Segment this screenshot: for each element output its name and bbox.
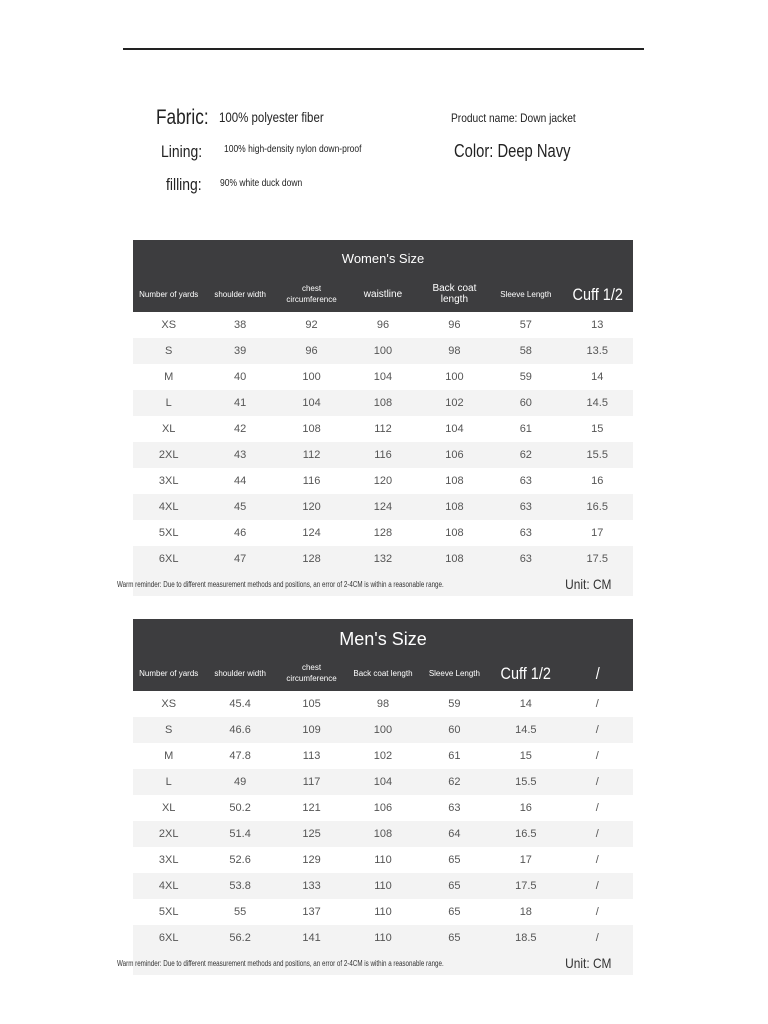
table-cell: 45	[234, 501, 247, 513]
table-cell: 116	[374, 449, 392, 461]
table-cell: 132	[373, 553, 393, 565]
table-cell: M	[164, 371, 174, 383]
table-cell: 16.5	[586, 501, 608, 513]
table-cell: 108	[302, 423, 321, 435]
table-cell: 92	[305, 319, 318, 331]
table-cell: L	[165, 397, 172, 409]
table-cell: /	[595, 776, 599, 788]
table-cell: 96	[376, 319, 390, 331]
table-cell: 57	[519, 319, 532, 331]
table-cell: 13	[591, 319, 604, 331]
table-cell: 63	[448, 802, 461, 814]
table-cell: 15	[519, 750, 532, 762]
table-cell: L	[165, 776, 172, 788]
color-value: Color: Deep Navy	[454, 141, 571, 161]
table-cell: 3XL	[158, 475, 179, 487]
table-row	[133, 390, 633, 416]
header-cell: Back coat length	[353, 668, 413, 678]
table-cell: 3XL	[158, 854, 179, 866]
table-cell: 112	[302, 449, 321, 461]
product-name: Product name: Down jacket	[451, 111, 576, 125]
table-cell: S	[165, 345, 173, 357]
table-cell: 63	[519, 501, 532, 513]
table-cell: 50.2	[229, 802, 251, 814]
fabric-value: 100% polyester fiber	[219, 109, 324, 125]
table-cell: 102	[445, 397, 464, 409]
table-cell: 56.2	[229, 932, 251, 944]
table-cell: 60	[519, 397, 532, 409]
table-cell: 125	[302, 828, 321, 840]
header-cell: chest circumference	[286, 663, 337, 683]
filling-label: filling:	[166, 175, 202, 194]
table-cell: 51.4	[229, 828, 251, 840]
table-cell: 4XL	[158, 880, 179, 892]
table-cell: 108	[445, 501, 464, 513]
table-cell: /	[595, 802, 599, 814]
table-cell: 108	[373, 397, 393, 409]
table-cell: 6XL	[158, 553, 179, 565]
header-cell: Sleeve Length	[428, 668, 480, 678]
header-cell: shoulder width	[214, 289, 266, 299]
table-row	[133, 769, 633, 795]
table-cell: 64	[448, 828, 461, 840]
table-cell: 58	[519, 345, 532, 357]
table-cell: 106	[373, 802, 393, 814]
table-cell: 46	[234, 527, 247, 539]
reminder-text: Warm reminder: Due to different measurement methods and positions, an error of 2-4CM is within a reasonable range.	[117, 959, 444, 968]
table-cell: 110	[374, 880, 392, 892]
table-cell: 100	[445, 371, 464, 383]
table-cell: 14	[591, 371, 604, 383]
table-cell: 5XL	[158, 527, 179, 539]
table-cell: XL	[161, 423, 176, 435]
table-cell: 124	[302, 527, 321, 539]
table-cell: 137	[302, 906, 321, 918]
table-row	[133, 847, 633, 873]
table-cell: 104	[373, 776, 393, 788]
table-cell: 59	[448, 698, 461, 710]
table-cell: 47	[234, 553, 247, 565]
table-cell: 100	[373, 724, 393, 736]
table-cell: 65	[448, 932, 461, 944]
table-cell: 63	[519, 553, 532, 565]
table-cell: 106	[445, 449, 464, 461]
table-cell: 108	[445, 475, 464, 487]
table-cell: /	[595, 906, 599, 918]
table-cell: 16.5	[515, 828, 537, 840]
table-title: Women's Size	[133, 240, 633, 276]
table-cell: 44	[234, 475, 247, 487]
table-cell: 6XL	[158, 932, 179, 944]
table-cell: S	[165, 724, 173, 736]
table-cell: 124	[373, 501, 393, 513]
table-row	[133, 743, 633, 769]
header-cell: Sleeve Length	[500, 289, 552, 299]
womens-size-table	[117, 240, 633, 596]
table-cell: 104	[373, 371, 393, 383]
table-cell: 98	[448, 345, 461, 357]
table-cell: 60	[448, 724, 461, 736]
table-cell: 110	[374, 906, 392, 918]
table-cell: 49	[234, 776, 247, 788]
table-cell: 65	[448, 880, 461, 892]
table-cell: 18.5	[515, 932, 537, 944]
table-title: Men's Size	[133, 619, 633, 655]
table-cell: XL	[161, 802, 176, 814]
table-cell: /	[595, 698, 599, 710]
table-cell: 13.5	[586, 345, 608, 357]
table-cell: /	[595, 750, 599, 762]
table-row	[133, 717, 633, 743]
table-row	[133, 312, 633, 338]
table-cell: /	[595, 828, 599, 840]
header-cell: Number of yards	[139, 289, 199, 299]
table-row	[133, 795, 633, 821]
table-cell: 39	[234, 345, 247, 357]
table-cell: 14.5	[515, 724, 537, 736]
table-cell: 52.6	[229, 854, 251, 866]
table-cell: 45.4	[229, 698, 251, 710]
table-footer	[117, 951, 633, 975]
table-row	[133, 546, 633, 572]
table-cell: 128	[302, 553, 321, 565]
table-cell: 17.5	[586, 553, 608, 565]
table-cell: 133	[302, 880, 321, 892]
table-cell: 5XL	[158, 906, 179, 918]
lining-label: Lining:	[161, 142, 203, 161]
table-cell: 43	[234, 449, 247, 461]
table-cell: 59	[519, 371, 532, 383]
table-cell: 17	[519, 854, 532, 866]
table-cell: 108	[445, 527, 464, 539]
table-cell: 17.5	[515, 880, 537, 892]
table-cell: 120	[373, 475, 393, 487]
table-cell: 96	[448, 319, 461, 331]
table-cell: 100	[302, 371, 321, 383]
table-cell: 128	[373, 527, 393, 539]
table-cell: 108	[445, 553, 464, 565]
table-cell: 113	[302, 750, 321, 762]
table-cell: 121	[302, 802, 321, 814]
table-cell: 16	[591, 475, 604, 487]
table-cell: 112	[374, 423, 392, 435]
table-row	[133, 821, 633, 847]
table-cell: 4XL	[158, 501, 179, 513]
table-cell: 55	[234, 906, 247, 918]
table-cell: 63	[519, 527, 532, 539]
header-cell: Number of yards	[139, 668, 199, 678]
table-header	[133, 655, 633, 691]
header-cell: waistline	[363, 288, 403, 300]
table-cell: 65	[448, 906, 461, 918]
table-cell: XS	[161, 319, 177, 331]
table-cell: 104	[302, 397, 321, 409]
table-cell: 42	[234, 423, 247, 435]
table-cell: 120	[302, 501, 321, 513]
table-row	[133, 416, 633, 442]
top-divider	[123, 48, 644, 50]
table-body	[133, 691, 633, 951]
reminder-text: Warm reminder: Due to different measurement methods and positions, an error of 2-4CM is within a reasonable range.	[117, 580, 444, 589]
table-cell: 2XL	[158, 828, 179, 840]
header-cell: Back coat length	[432, 283, 477, 305]
header-cell: Cuff 1/2	[572, 284, 623, 304]
table-cell: 14.5	[586, 397, 608, 409]
table-cell: 38	[234, 319, 247, 331]
table-row	[133, 494, 633, 520]
table-cell: 15	[591, 423, 604, 435]
table-cell: /	[595, 724, 599, 736]
table-cell: 47.8	[229, 750, 251, 762]
table-cell: 17	[591, 527, 604, 539]
table-cell: 116	[302, 475, 321, 487]
table-cell: 65	[448, 854, 461, 866]
table-cell: 40	[234, 371, 247, 383]
table-row	[133, 468, 633, 494]
fabric-label: Fabric:	[156, 106, 209, 129]
table-cell: /	[595, 854, 599, 866]
table-row	[133, 925, 633, 951]
table-cell: 2XL	[158, 449, 179, 461]
table-cell: /	[595, 880, 599, 892]
table-row	[133, 338, 633, 364]
table-footer	[117, 572, 633, 596]
header-cell: Cuff 1/2	[500, 663, 551, 683]
table-cell: 15.5	[586, 449, 608, 461]
table-cell: XS	[161, 698, 177, 710]
table-cell: 15.5	[515, 776, 537, 788]
table-row	[133, 899, 633, 925]
table-cell: 105	[302, 698, 321, 710]
header-cell: shoulder width	[214, 668, 266, 678]
table-cell: 104	[445, 423, 464, 435]
table-cell: 41	[234, 397, 247, 409]
table-row	[133, 442, 633, 468]
table-row	[133, 691, 633, 717]
lining-value: 100% high-density nylon down-proof	[224, 144, 362, 155]
table-row	[133, 520, 633, 546]
table-cell: 96	[305, 345, 318, 357]
table-cell: 62	[519, 449, 532, 461]
header-cell: /	[595, 663, 600, 683]
table-cell: M	[164, 750, 174, 762]
table-row	[133, 873, 633, 899]
table-cell: 141	[302, 932, 321, 944]
table-cell: 61	[519, 423, 532, 435]
filling-value: 90% white duck down	[220, 178, 303, 189]
table-cell: 46.6	[229, 724, 251, 736]
table-cell: 110	[374, 854, 392, 866]
table-cell: 102	[373, 750, 393, 762]
table-cell: 18	[519, 906, 532, 918]
table-cell: 100	[373, 345, 393, 357]
table-cell: 16	[519, 802, 532, 814]
header-cell: chest circumference	[286, 284, 337, 304]
table-cell: 117	[302, 776, 321, 788]
table-cell: 53.8	[229, 880, 251, 892]
table-cell: 110	[374, 932, 392, 944]
table-row	[133, 364, 633, 390]
table-cell: /	[595, 932, 599, 944]
table-cell: 109	[302, 724, 321, 736]
table-header	[133, 276, 633, 312]
table-cell: 62	[448, 776, 461, 788]
table-cell: 14	[519, 698, 532, 710]
unit-label: Unit: CM	[564, 955, 611, 971]
table-cell: 63	[519, 475, 532, 487]
table-body	[133, 312, 633, 572]
unit-label: Unit: CM	[564, 576, 611, 592]
mens-size-table	[117, 619, 633, 975]
table-cell: 108	[373, 828, 393, 840]
table-cell: 129	[302, 854, 321, 866]
table-cell: 61	[448, 750, 461, 762]
table-cell: 98	[376, 698, 390, 710]
